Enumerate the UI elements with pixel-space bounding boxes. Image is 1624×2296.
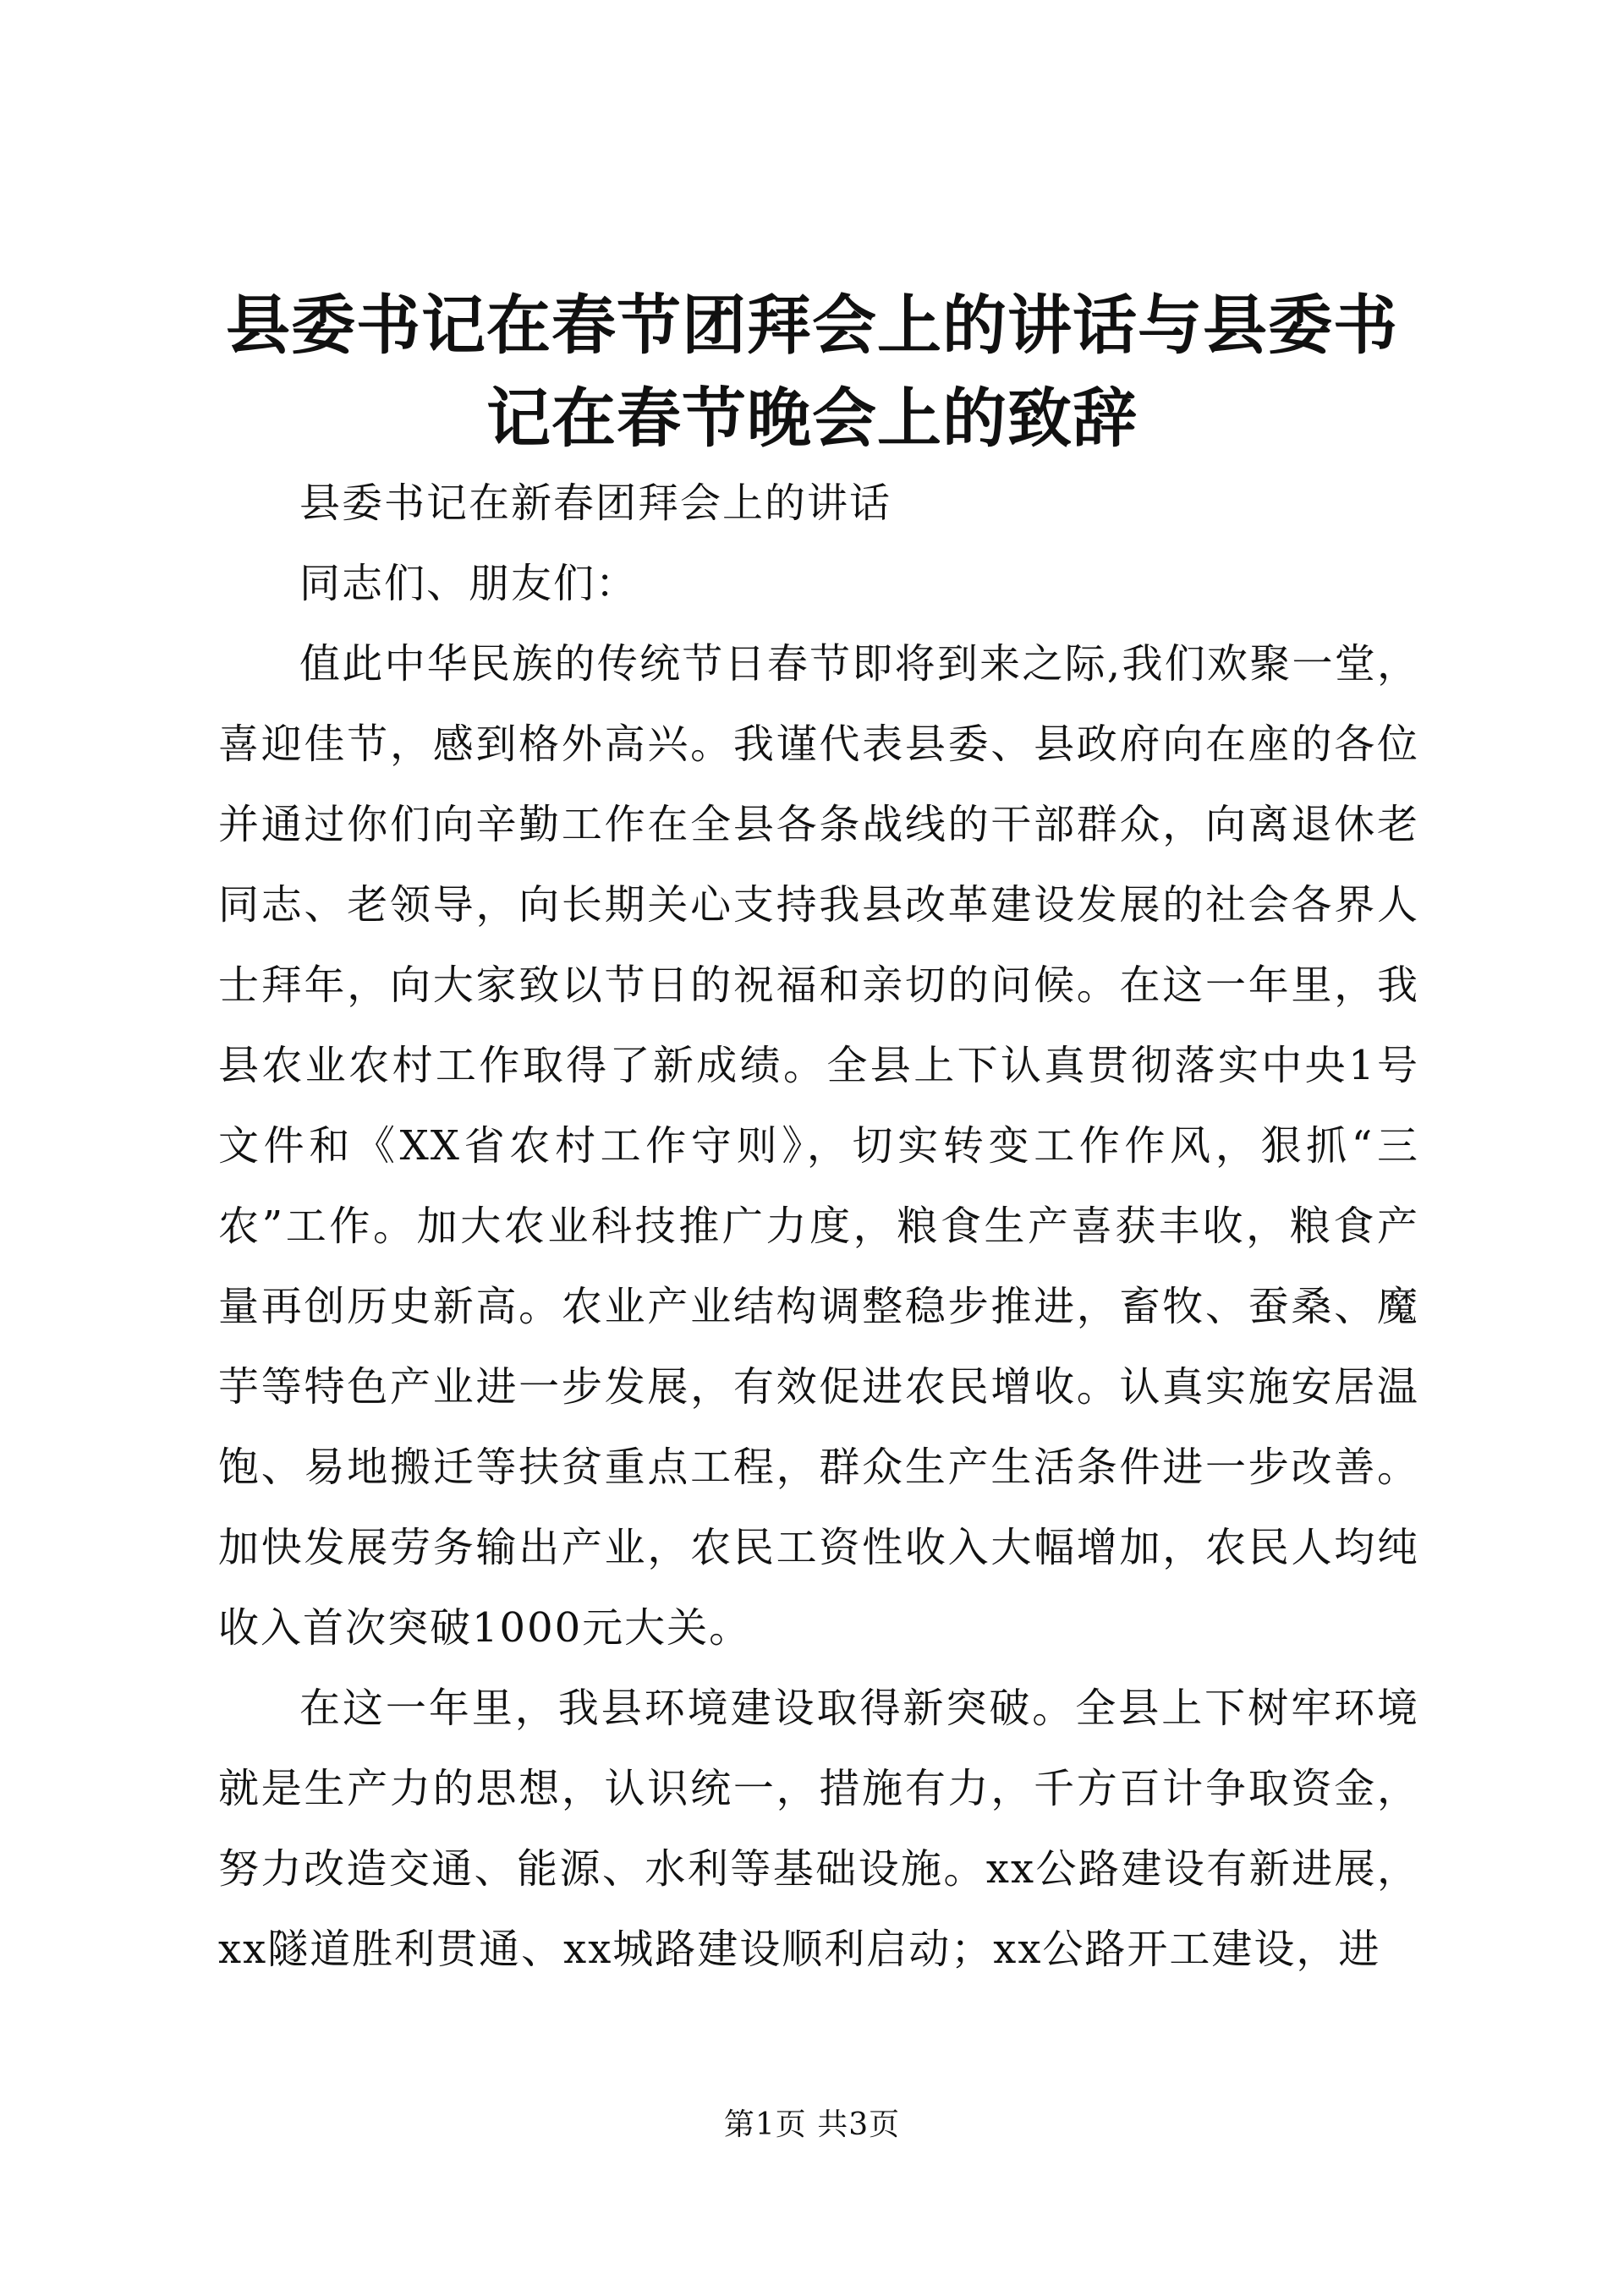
- speech-heading: 县委书记在新春团拜会上的讲话: [299, 479, 892, 527]
- document-title: 县委书记在春节团拜会上的讲话与县委书记在春节晚会上的致辞: [226, 288, 1398, 456]
- document-body: [218, 463, 1419, 1990]
- body-paragraph: 值此中华民族的传统节日春节即将到来之际,我们欢聚一堂，喜迎佳节，感到格外高兴。我谨代表县委、县政府向在座的各位并通过你们向辛勤工作在全县各条战线的干部群众，向离退休老同志、老领导，向长期关心支持我县改革建设发展的社会各界人士拜年，向大家致以节日的祝福和亲切的问候。在这一年里，我县农业农村工作取得了新成绩。全县上下认真贯彻落实中央1号文件和《XX省农村工作守则》，切实转变工作作风，狠抓“三农”工作。加大农业科技推广力度，粮食生产喜获丰收，粮食产量再创历史新高。农业产业结构调整稳步推进，畜牧、蚕桑、魔芋等特色产业进一步发展，有效促进农民增收。认真实施安居温饱、易地搬迁等扶贫重点工程，群众生产生活条件进一步改善。加快发展劳务输出产业，农民工资性收入大幅增加，农民人均纯收入首次突破1000元大关。: [218, 640, 1419, 1652]
- salutation: 同志们、朋友们：: [299, 560, 639, 607]
- body-paragraph: 在这一年里，我县环境建设取得新突破。全县上下树牢环境就是生产力的思想，认识统一，措施有力，千方百计争取资金，努力改造交通、能源、水利等基础设施。xx公路建设有新进展，xx隧道胜利贯通、xx城路建设顺利启动；xx公路开工建设，进: [218, 1685, 1419, 1973]
- page-footer: 第1页 共3页: [723, 2107, 901, 2142]
